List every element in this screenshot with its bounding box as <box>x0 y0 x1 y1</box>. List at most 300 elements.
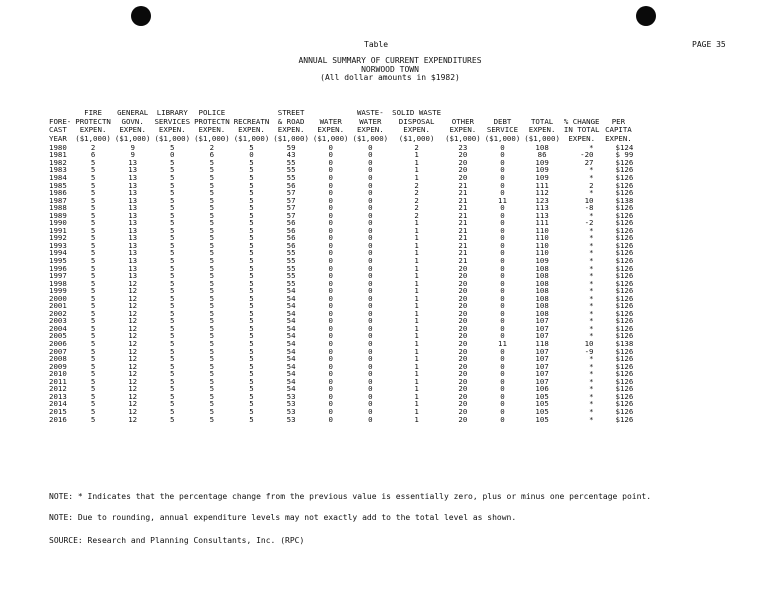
table-cell: 105 <box>535 399 549 409</box>
table-cell: 0 <box>500 150 505 160</box>
table-cell: 5 <box>209 218 215 228</box>
table-cell: 20 <box>458 399 468 409</box>
table-cell: 0 <box>368 361 373 371</box>
per-capita-value: 126 <box>619 271 634 281</box>
table-cell: 5 <box>209 308 215 318</box>
per-capita-value: 126 <box>619 210 634 220</box>
table-cell: 2 <box>414 195 419 205</box>
table-cell: 55 <box>286 173 296 182</box>
per-capita-value: 126 <box>619 369 634 379</box>
year-cell: 2005 <box>49 331 67 341</box>
table-cell: 1 <box>414 256 419 266</box>
table-cell: 5 <box>170 248 175 258</box>
table-cell: 13 <box>128 173 138 182</box>
table-cell: 54 <box>286 301 296 311</box>
pct-change-cell: -20 <box>580 150 594 160</box>
table-cell: 113 <box>535 203 549 213</box>
table-cell: 56 <box>286 218 296 228</box>
table-cell: 0 <box>328 173 333 182</box>
pct-change-cell: -9 <box>584 346 594 356</box>
table-cell: 0 <box>368 157 373 167</box>
table-cell: 53 <box>286 406 296 416</box>
dollar-sign: $ <box>615 150 620 160</box>
table-cell: 113 <box>535 210 549 220</box>
table-cell: 5 <box>249 384 254 394</box>
table-cell: 13 <box>128 256 138 266</box>
dollar-sign: $ <box>615 286 620 296</box>
table-cell: 2 <box>414 210 419 220</box>
column-header: POLICE <box>198 108 226 117</box>
table-cell: 6 <box>90 150 96 160</box>
table-cell: 111 <box>535 218 549 228</box>
table-cell: 5 <box>209 316 215 326</box>
table-cell: 5 <box>90 271 96 281</box>
table-cell: 110 <box>535 233 549 243</box>
table-cell: 13 <box>128 210 138 220</box>
table-cell: 5 <box>249 165 254 175</box>
table-cell: 5 <box>209 301 215 311</box>
table-cell: 21 <box>458 256 468 266</box>
year-cell: 2010 <box>49 369 67 379</box>
pct-change-cell: * <box>589 173 594 182</box>
dollar-sign: $ <box>615 180 620 190</box>
column-header: YEAR <box>49 134 67 144</box>
table-cell: 0 <box>249 150 254 160</box>
table-cell: 5 <box>249 293 254 303</box>
table-cell: 0 <box>368 391 373 401</box>
column-header: ($1,000) <box>524 134 560 144</box>
table-cell: 5 <box>249 271 254 281</box>
table-cell: 0 <box>368 384 373 394</box>
table-cell: 1 <box>414 165 419 175</box>
table-cell: 5 <box>209 293 215 303</box>
table-cell: 1 <box>414 157 419 167</box>
per-capita-value: 124 <box>619 142 634 152</box>
column-header: PROTECTN <box>75 116 111 126</box>
column-header: EXPEN. <box>317 125 345 135</box>
table-cell: 5 <box>209 346 215 356</box>
column-header: ($1,000) <box>194 134 230 144</box>
table-cell: 54 <box>286 339 296 349</box>
year-cell: 2002 <box>49 308 67 318</box>
table-cell: 2 <box>90 142 96 152</box>
pct-change-cell: 10 <box>584 339 594 349</box>
table-cell: 0 <box>368 256 373 266</box>
table-cell: 0 <box>368 142 373 152</box>
pct-change-cell: * <box>589 399 594 409</box>
table-cell: 54 <box>286 293 296 303</box>
table-cell: 20 <box>458 263 468 273</box>
notes-section <box>49 492 651 534</box>
table-cell: 0 <box>500 323 505 333</box>
dollar-sign: $ <box>615 195 620 205</box>
table-cell: 0 <box>500 180 505 190</box>
year-cell: 2008 <box>49 354 67 364</box>
table-cell: 5 <box>90 406 96 416</box>
year-cell: 1994 <box>49 248 67 258</box>
table-cell: 105 <box>535 414 549 424</box>
table-cell: 5 <box>249 188 254 198</box>
table-cell: 13 <box>128 188 138 198</box>
table-cell: 5 <box>170 225 175 235</box>
table-cell: 0 <box>368 414 373 424</box>
table-cell: 2 <box>414 142 419 152</box>
table-cell: 55 <box>286 157 296 167</box>
table-cell: 5 <box>209 188 215 198</box>
table-cell: 0 <box>328 256 333 266</box>
table-cell: 5 <box>170 308 175 318</box>
report-titles <box>200 57 580 83</box>
table-cell: 20 <box>458 323 468 333</box>
table-cell: 21 <box>458 218 468 228</box>
table-cell: 5 <box>209 339 215 349</box>
pct-change-cell: * <box>589 210 594 220</box>
table-row <box>47 416 635 424</box>
table-cell: 0 <box>500 406 505 416</box>
table-cell: 54 <box>286 286 296 296</box>
year-cell: 1991 <box>49 225 67 235</box>
table-cell: 11 <box>498 195 507 205</box>
table-cell: 5 <box>90 188 96 198</box>
table-cell: 107 <box>535 331 549 341</box>
pct-change-cell: * <box>589 225 594 235</box>
table-cell: 1 <box>414 406 419 416</box>
table-cell: 54 <box>286 361 296 371</box>
table-cell: 12 <box>128 278 138 288</box>
column-header: CAST <box>49 125 67 135</box>
table-cell: 53 <box>286 399 296 409</box>
column-header: ($1,000) <box>398 134 435 144</box>
table-cell: 5 <box>249 406 254 416</box>
table-cell: 5 <box>90 361 96 371</box>
table-cell: 5 <box>209 203 215 213</box>
table-cell: 0 <box>368 316 373 326</box>
year-cell: 2013 <box>49 391 67 401</box>
table-cell: 5 <box>90 256 96 266</box>
column-header: EXPEN. <box>356 125 384 135</box>
column-header: EXPEN. <box>277 125 305 135</box>
table-cell: 5 <box>249 278 254 288</box>
per-capita-value: 126 <box>619 406 634 416</box>
table-cell: 5 <box>209 399 215 409</box>
table-cell: 0 <box>368 331 373 341</box>
table-cell: 5 <box>90 399 96 409</box>
table-cell: 107 <box>535 369 549 379</box>
per-capita-value: 99 <box>624 150 634 160</box>
table-cell: 57 <box>286 188 296 198</box>
table-cell: 5 <box>249 225 254 235</box>
table-cell: 108 <box>535 286 549 296</box>
table-cell: 5 <box>249 286 254 296</box>
table-cell: 0 <box>328 210 333 220</box>
year-cell: 2004 <box>49 323 67 333</box>
table-cell: 57 <box>286 210 296 220</box>
table-cell: 5 <box>209 286 215 296</box>
table-cell: 5 <box>90 346 96 356</box>
table-cell: 5 <box>209 165 215 175</box>
table-cell: 54 <box>286 376 296 386</box>
year-cell: 1986 <box>49 188 67 198</box>
per-capita-value: 126 <box>619 157 634 167</box>
table-cell: 0 <box>500 391 505 401</box>
table-cell: 1 <box>414 361 419 371</box>
column-header: STREET <box>277 108 305 117</box>
table-cell: 21 <box>458 240 468 250</box>
table-cell: 5 <box>209 256 215 266</box>
per-capita-cell <box>602 416 636 424</box>
table-cell: 0 <box>500 346 505 356</box>
pct-change-cell: * <box>589 240 594 250</box>
table-cell: 13 <box>128 157 138 167</box>
table-cell: 0 <box>500 248 505 258</box>
dollar-sign: $ <box>615 316 620 326</box>
dollar-sign: $ <box>615 391 620 401</box>
table-cell: 13 <box>128 225 138 235</box>
punch-hole-right <box>636 6 656 26</box>
table-cell: 5 <box>90 203 96 213</box>
per-capita-value: 126 <box>619 376 634 386</box>
table-cell: 5 <box>249 399 254 409</box>
table-cell: 0 <box>500 263 505 273</box>
table-cell: 0 <box>500 271 505 281</box>
pct-change-cell: * <box>589 248 594 258</box>
table-cell: 5 <box>90 233 96 243</box>
column-header: DISPOSAL <box>398 116 435 126</box>
table-cell: 5 <box>249 256 254 266</box>
year-cell: 1987 <box>49 195 67 205</box>
table-cell: 107 <box>535 361 549 371</box>
table-cell: 5 <box>170 339 175 349</box>
table-cell: 20 <box>458 406 468 416</box>
table-cell: 1 <box>414 233 419 243</box>
table-cell: 0 <box>328 233 333 243</box>
table-cell: 5 <box>209 233 215 243</box>
table-cell: 9 <box>130 142 135 152</box>
column-header: EXPEN. <box>605 134 632 144</box>
table-cell: 109 <box>535 256 549 266</box>
table-cell: 13 <box>128 263 138 273</box>
table-cell: 12 <box>128 391 138 401</box>
table-cell: 0 <box>368 399 373 409</box>
table-cell: 5 <box>249 240 254 250</box>
table-cell: 5 <box>170 293 175 303</box>
table-cell: 5 <box>90 278 96 288</box>
pct-change-cell: * <box>589 142 594 152</box>
table-cell: 5 <box>249 263 254 273</box>
table-cell: 1 <box>414 323 419 333</box>
year-cell: 1990 <box>49 218 67 228</box>
table-cell: 5 <box>170 323 175 333</box>
table-cell: 0 <box>368 210 373 220</box>
table-cell: 5 <box>249 203 254 213</box>
table-cell: 5 <box>209 248 215 258</box>
report-title: ANNUAL SUMMARY OF CURRENT EXPENDITURES <box>298 56 482 65</box>
table-cell: 0 <box>368 233 373 243</box>
column-header: SERVICE <box>486 125 519 135</box>
year-cell: 2001 <box>49 301 67 311</box>
column-header: GOVN. <box>121 116 144 126</box>
table-cell: 107 <box>535 346 549 356</box>
table-cell: 57 <box>286 195 296 205</box>
table-cell: 0 <box>328 399 333 409</box>
table-cell: 0 <box>500 316 505 326</box>
table-cell: 0 <box>328 346 333 356</box>
table-cell: 5 <box>90 263 96 273</box>
column-header: & ROAD <box>277 116 305 126</box>
table-cell: 13 <box>128 180 138 190</box>
dollar-sign: $ <box>615 165 620 175</box>
dollar-sign: $ <box>615 346 620 356</box>
table-cell: 20 <box>458 346 468 356</box>
table-cell: 5 <box>209 195 215 205</box>
table-cell: 5 <box>90 218 96 228</box>
table-cell: 123 <box>535 195 549 205</box>
per-capita-value: 126 <box>619 188 634 198</box>
dollar-sign: $ <box>615 203 620 213</box>
table-cell: 13 <box>128 271 138 281</box>
dollar-sign: $ <box>615 376 620 386</box>
table-cell: 5 <box>249 308 254 318</box>
table-cell: 13 <box>128 248 138 258</box>
table-cell: 56 <box>286 225 296 235</box>
table-cell: 21 <box>458 248 468 258</box>
per-capita-value: 126 <box>619 180 634 190</box>
table-cell: 5 <box>90 240 96 250</box>
table-cell: 12 <box>128 406 138 416</box>
table-cell: 5 <box>170 271 175 281</box>
column-header: TOTAL <box>530 116 554 126</box>
table-cell: 12 <box>128 316 138 326</box>
table-cell: 0 <box>328 391 333 401</box>
table-cell: 5 <box>209 263 215 273</box>
table-cell: 0 <box>328 331 333 341</box>
table-cell: 0 <box>328 316 333 326</box>
table-cell: 53 <box>286 414 296 424</box>
table-cell: 1 <box>414 384 419 394</box>
table-cell: 5 <box>249 218 254 228</box>
table-cell: 0 <box>500 384 505 394</box>
column-header: WASTE- <box>356 108 384 117</box>
table-cell: 55 <box>286 271 296 281</box>
table-cell: 5 <box>170 361 175 371</box>
table-cell: 107 <box>535 316 549 326</box>
table-cell: 0 <box>368 248 373 258</box>
note-percentage-change: NOTE: * Indicates that the percentage change from the previous value is essentially zero, plus or minus one percentage point. <box>49 492 652 501</box>
year-cell: 1981 <box>49 150 67 160</box>
table-cell: 13 <box>128 233 138 243</box>
dollar-sign: $ <box>615 369 620 379</box>
table-cell: 0 <box>328 142 333 152</box>
table-cell: 54 <box>286 331 296 341</box>
table-cell: 5 <box>90 316 96 326</box>
table-cell: 1 <box>414 346 419 356</box>
table-cell: 13 <box>128 218 138 228</box>
table-cell: 5 <box>249 361 254 371</box>
table-cell: 0 <box>500 240 505 250</box>
table-cell: 0 <box>368 354 373 364</box>
table-cell: 54 <box>286 346 296 356</box>
table-cell: 108 <box>535 263 549 273</box>
table-cell: 5 <box>170 203 175 213</box>
table-cell: 5 <box>170 142 175 152</box>
table-cell: 107 <box>535 354 549 364</box>
column-header: WATER <box>359 116 382 126</box>
per-capita-value: 126 <box>619 173 634 182</box>
per-capita-value: 126 <box>619 278 634 288</box>
table-cell: 5 <box>249 210 254 220</box>
table-cell: 5 <box>249 376 254 386</box>
table-cell: 118 <box>535 339 549 349</box>
table-cell: 20 <box>458 391 468 401</box>
table-cell: 5 <box>170 263 175 273</box>
dollar-sign: $ <box>615 157 620 167</box>
table-cell: 0 <box>368 180 373 190</box>
table-cell: 0 <box>328 225 333 235</box>
table-cell: 0 <box>500 376 505 386</box>
table-cell: 109 <box>535 165 549 175</box>
column-header: SOLID WASTE <box>392 108 442 117</box>
table-cell: 55 <box>286 256 296 266</box>
table-cell: 43 <box>286 150 296 160</box>
table-cell: 105 <box>535 391 549 401</box>
table-cell: 109 <box>535 173 549 182</box>
table-cell: 54 <box>286 369 296 379</box>
table-cell: 0 <box>500 278 505 288</box>
table-cell: 5 <box>170 376 175 386</box>
column-header: CAPITA <box>605 125 632 135</box>
table-cell: 108 <box>535 293 549 303</box>
table-cell: 1 <box>414 369 419 379</box>
table-cell: 0 <box>500 173 505 182</box>
table-cell: 5 <box>170 384 175 394</box>
table-cell: 5 <box>170 414 175 424</box>
table-cell: 0 <box>500 354 505 364</box>
table-cell: 0 <box>368 263 373 273</box>
per-capita-value: 126 <box>619 233 634 243</box>
column-header: RECREATN <box>233 116 270 126</box>
table-cell: 0 <box>368 308 373 318</box>
table-cell: 5 <box>170 354 175 364</box>
column-header: ($1,000) <box>114 134 151 144</box>
table-cell: 0 <box>328 301 333 311</box>
table-cell: 12 <box>128 293 138 303</box>
table-cell: 0 <box>500 157 505 167</box>
pct-change-cell: 27 <box>584 157 594 167</box>
pct-change-cell: * <box>589 406 594 416</box>
punch-hole-left <box>131 6 151 26</box>
table-cell: 5 <box>209 369 215 379</box>
table-cell: 107 <box>535 323 549 333</box>
table-cell: 0 <box>500 361 505 371</box>
table-cell: 0 <box>328 263 333 273</box>
pct-change-cell: * <box>589 256 594 266</box>
table-cell: 5 <box>170 316 175 326</box>
table-cell: 5 <box>249 157 254 167</box>
per-capita-value: 126 <box>619 346 634 356</box>
column-header: FORE- <box>49 116 72 126</box>
table-cell: 0 <box>368 278 373 288</box>
table-cell: 0 <box>368 286 373 296</box>
table-cell: 20 <box>458 150 468 160</box>
dollar-sign: $ <box>615 293 620 303</box>
table-cell: 5 <box>90 225 96 235</box>
year-cell: 2012 <box>49 384 67 394</box>
column-header: EXPEN. <box>79 125 107 135</box>
dollar-sign: $ <box>615 406 620 416</box>
column-header: ($1,000) <box>154 134 191 144</box>
table-cell: 0 <box>368 369 373 379</box>
table-cell: 108 <box>535 278 549 288</box>
